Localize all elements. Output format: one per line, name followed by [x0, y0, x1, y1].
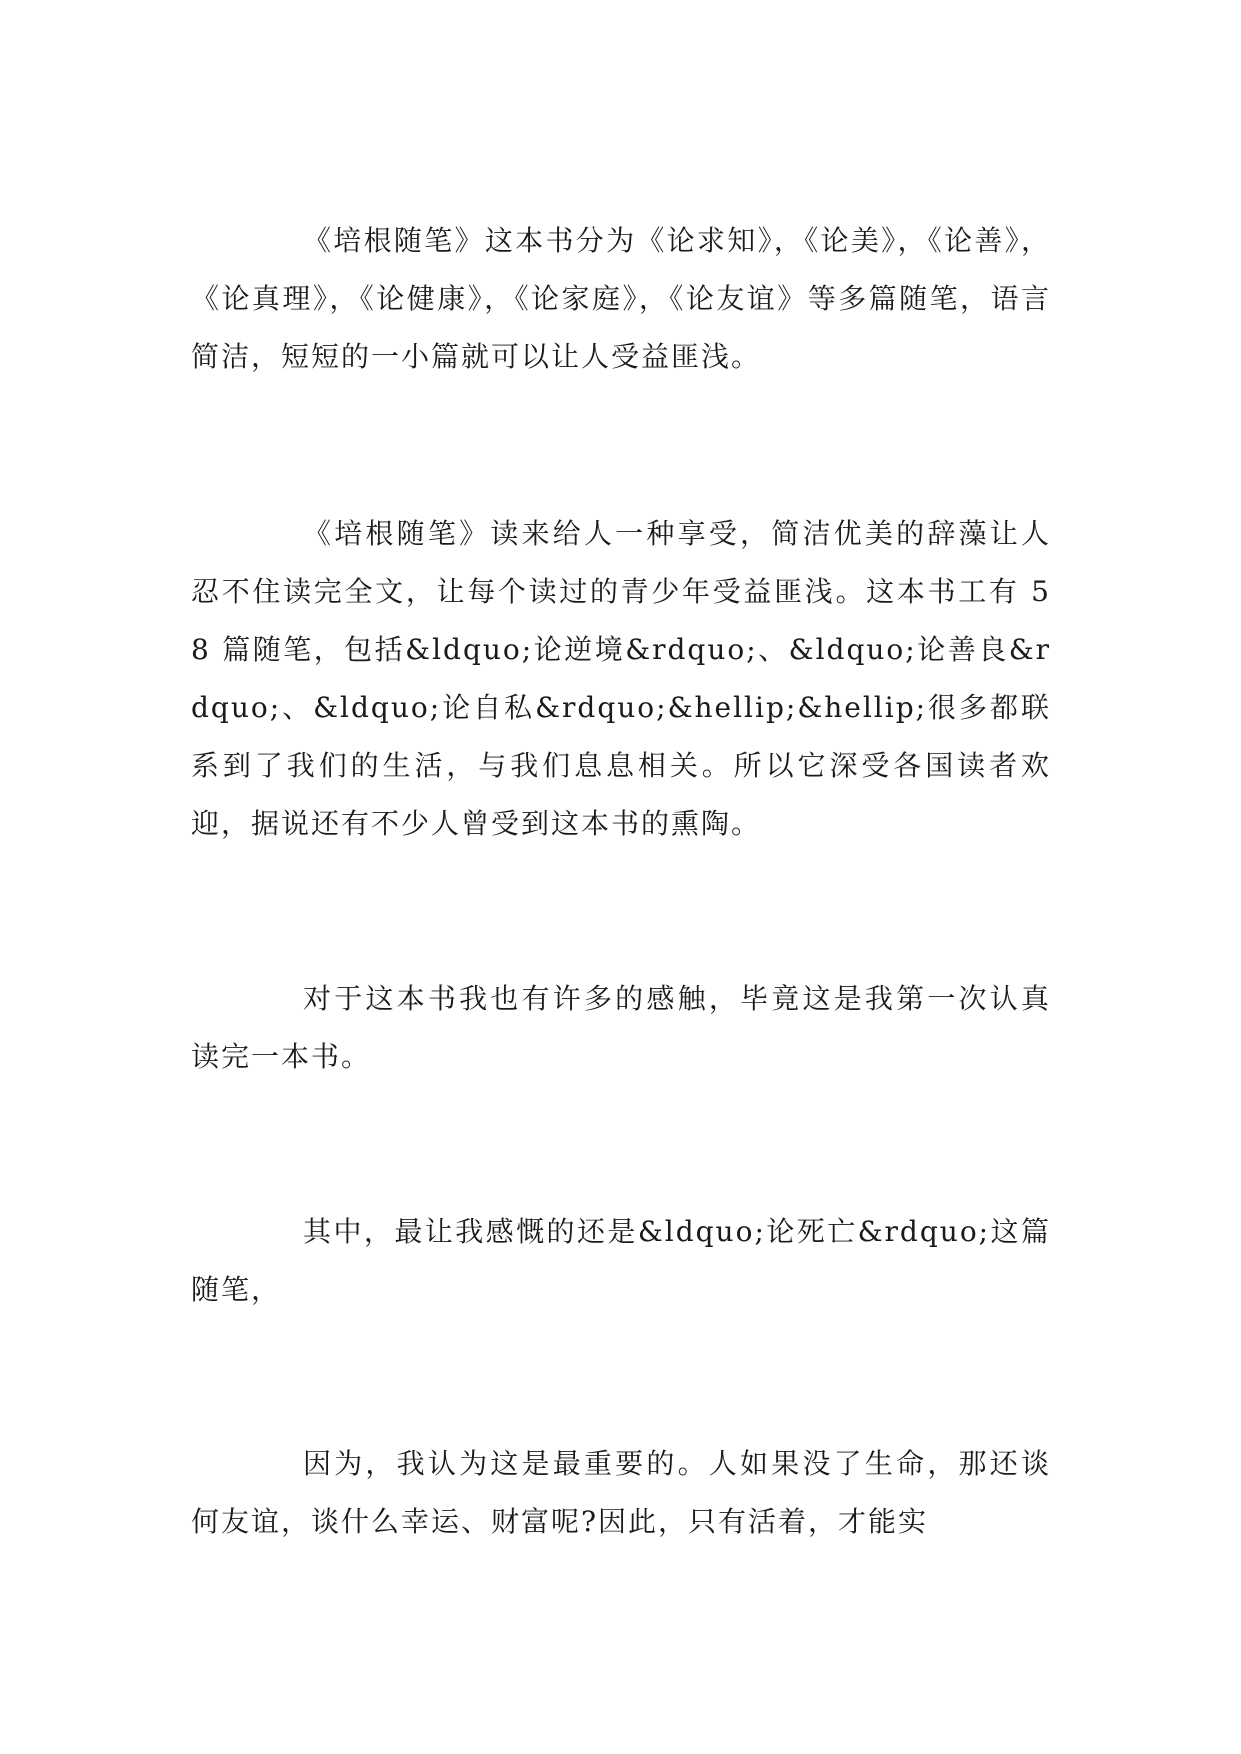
paragraph-on-death: 其中，最让我感慨的还是&ldquo;论死亡&rdquo;这篇随笔， [191, 1215, 1051, 1306]
paragraph-reason: 因为，我认为这是最重要的。人如果没了生命，那还谈何友谊，谈什么幸运、财富呢?因此，只有活着，才能实 [191, 1447, 1051, 1538]
paragraph-reading-experience: 《培根随笔》读来给人一种享受，简洁优美的辞藻让人忍不住读完全文，让每个读过的青少年受益匪浅。这本书工有 58 篇随笔，包括&ldquo;论逆境&rdquo;、&ldquo;论善良&rdquo;、&ldquo;论自私&rdquo;&hellip;&hellip;很多都联系到了我们的生活，与我们息息相关。所以它深受各国读者欢迎，据说还有不少人曾受到这本书的熏陶。 [191, 517, 1051, 840]
paragraph-book-overview: 《培根随笔》这本书分为《论求知》，《论美》，《论善》，《论真理》，《论健康》，《论家庭》，《论友谊》等多篇随笔，语言简洁，短短的一小篇就可以让人受益匪浅。 [191, 224, 1051, 373]
paragraph-personal-feelings: 对于这本书我也有许多的感触，毕竟这是我第一次认真读完一本书。 [191, 982, 1051, 1073]
